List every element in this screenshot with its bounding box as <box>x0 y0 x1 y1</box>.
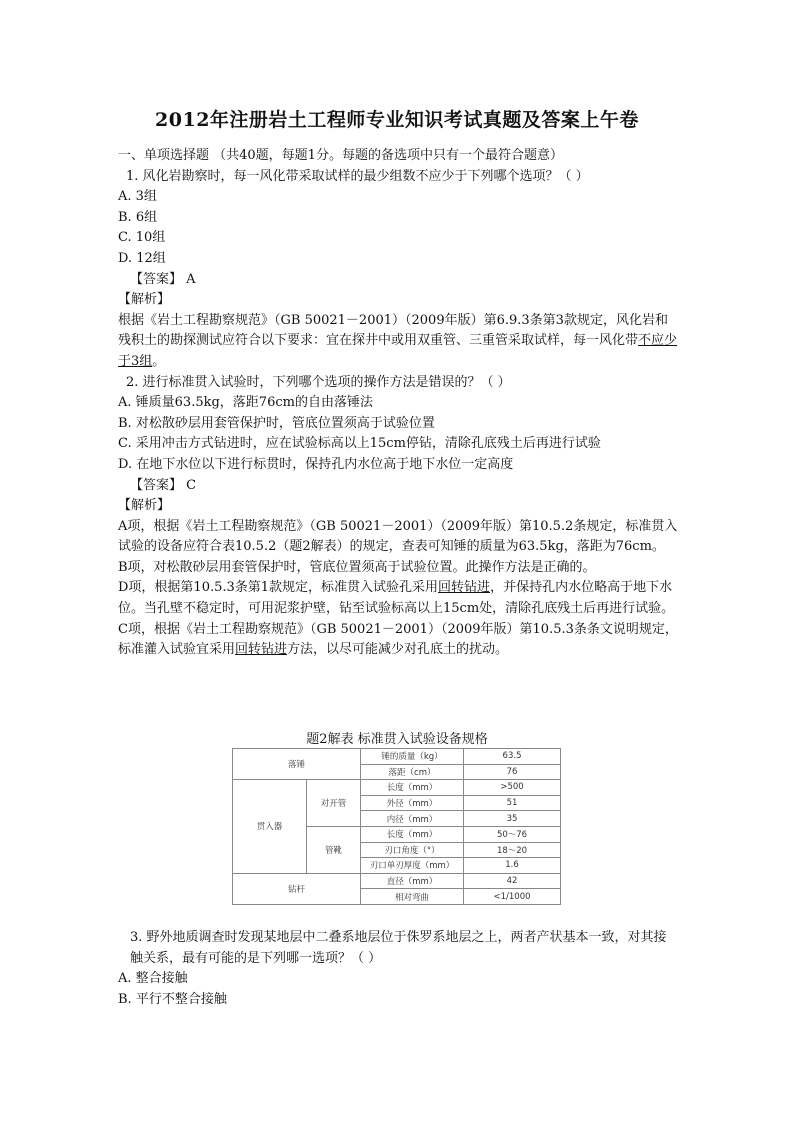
group-cell: 钻杆 <box>233 873 361 904</box>
value-cell: 1.6 <box>464 858 561 874</box>
group-cell: 贯入器 <box>233 780 307 874</box>
analysis-para-c <box>118 620 678 661</box>
page-title: 2012年注册岩土工程师专业知识考试真题及答案上午卷 <box>155 109 639 131</box>
table-row <box>233 780 561 796</box>
option: D. 在地下水位以下进行标贯时，保持孔内水位高于地下水位一定高度 <box>118 456 514 472</box>
param-cell: 刃口单刃厚度（mm） <box>361 858 464 874</box>
value-cell: 18～20 <box>464 842 561 858</box>
analysis-underlined: 不应少于3组 <box>118 333 678 369</box>
table-caption: 题2解表 标准贯入试验设备规格 <box>306 732 488 747</box>
option: D. 12组 <box>118 250 166 266</box>
para-c-underlined: 回转钻进 <box>235 642 288 658</box>
para-d-pre: D项，根据第10.5.3条第1款规定，标准贯入试验孔采用 <box>118 580 439 596</box>
value-cell: >500 <box>464 780 561 796</box>
param-cell: 落距（cm） <box>361 764 464 780</box>
answer-label: 【答案】 A <box>130 271 196 287</box>
value-cell: <1/1000 <box>464 889 561 905</box>
subgroup-cell: 管靴 <box>307 826 361 873</box>
value-cell: 50～76 <box>464 826 561 842</box>
analysis-end: 。 <box>152 353 166 369</box>
option: C. 采用冲击方式钻进时，应在试验标高以上15cm停钻，清除孔底残土后再进行试验 <box>118 436 601 452</box>
value-cell: 35 <box>464 811 561 827</box>
option: C. 10组 <box>118 230 166 246</box>
answer-label: 【答案】 C <box>130 477 197 493</box>
value-cell: 51 <box>464 795 561 811</box>
option: B. 6组 <box>118 209 158 225</box>
param-cell: 相对弯曲 <box>361 889 464 905</box>
value-cell: 63.5 <box>464 749 561 765</box>
question-2-stem: 2. 进行标准贯入试验时，下列哪个选项的操作方法是错误的？（ ） <box>126 374 511 390</box>
para-d-post: ，并保持孔内水位略高于地下水位。当孔壁不稳定时，可用泥浆护壁，钻至试验标高以上15cm处，清除孔底残土后再进行试验。 <box>118 580 675 617</box>
option: A. 整合接触 <box>118 971 188 987</box>
spec-table <box>232 748 561 905</box>
analysis-para-a: A项，根据《岩土工程勘察规范》（GB 50021－2001）（2009年版）第10.5.2条规定，标准贯入试验的设备应符合表10.5.2（题2解表）的规定，查表可知锤的质量为63.5kg，落距为76cm。 <box>118 518 678 555</box>
option: A. 3组 <box>118 189 157 205</box>
analysis-label: 【解析】 <box>118 498 171 514</box>
analysis-label: 【解析】 <box>118 292 171 308</box>
param-cell: 刃口角度（°） <box>361 842 464 858</box>
value-cell: 76 <box>464 764 561 780</box>
para-c-pre: C项，根据《岩土工程勘察规范》（GB 50021－2001）（2009年版）第10.5.3条条文说明规定，标准灌入试验宜采用 <box>118 621 678 658</box>
option: B. 对松散砂层用套管保护时，管底位置须高于试验位置 <box>118 415 435 431</box>
analysis-para-b: B项，对松散砂层用套管保护时，管底位置须高于试验位置。此操作方法是正确的。 <box>118 559 596 575</box>
para-c-post: 方法，以尽可能减少对孔底土的扰动。 <box>287 642 509 658</box>
value-cell: 42 <box>464 873 561 889</box>
question-3-stem: 3. 野外地质调查时发现某地层中二叠系地层位于侏罗系地层之上，两者产状基本一致，对其接触关系，最有可能的是下列哪一选项？（ ） <box>130 930 667 966</box>
param-cell: 锤的质量（kg） <box>361 749 464 765</box>
question-1-stem: 1. 风化岩勘察时，每一风化带采取试样的最少组数不应少于下列哪个选项？（ ） <box>126 168 589 184</box>
analysis-text <box>118 311 678 373</box>
option: B. 平行不整合接触 <box>118 991 227 1007</box>
question-block-3 <box>118 928 678 1010</box>
question-block-1-2 <box>118 146 678 661</box>
section-heading: 一、单项选择题 （共40题，每题1分。每题的备选项中只有一个最符合题意） <box>118 148 563 163</box>
param-cell: 直径（mm） <box>361 873 464 889</box>
table-row <box>233 749 561 765</box>
option: A. 锤质量63.5kg，落距76cm的自由落锤法 <box>118 395 373 411</box>
subgroup-cell: 对开管 <box>307 780 361 827</box>
param-cell: 内径（mm） <box>361 811 464 827</box>
param-cell: 长度（mm） <box>361 826 464 842</box>
param-cell: 长度（mm） <box>361 780 464 796</box>
para-d-underlined: 回转钻进 <box>438 580 491 596</box>
analysis-para-d <box>118 578 678 619</box>
param-cell: 外径（mm） <box>361 795 464 811</box>
group-cell: 落锤 <box>233 749 361 780</box>
table-row <box>233 873 561 889</box>
analysis-main: 根据《岩土工程勘察规范》（GB 50021－2001）（2009年版）第6.9.3条第3款规定，风化岩和残积土的勘探测试应符合以下要求：宜在探井中或用双重管、三重管采取试样，每一风化带 <box>118 312 668 349</box>
